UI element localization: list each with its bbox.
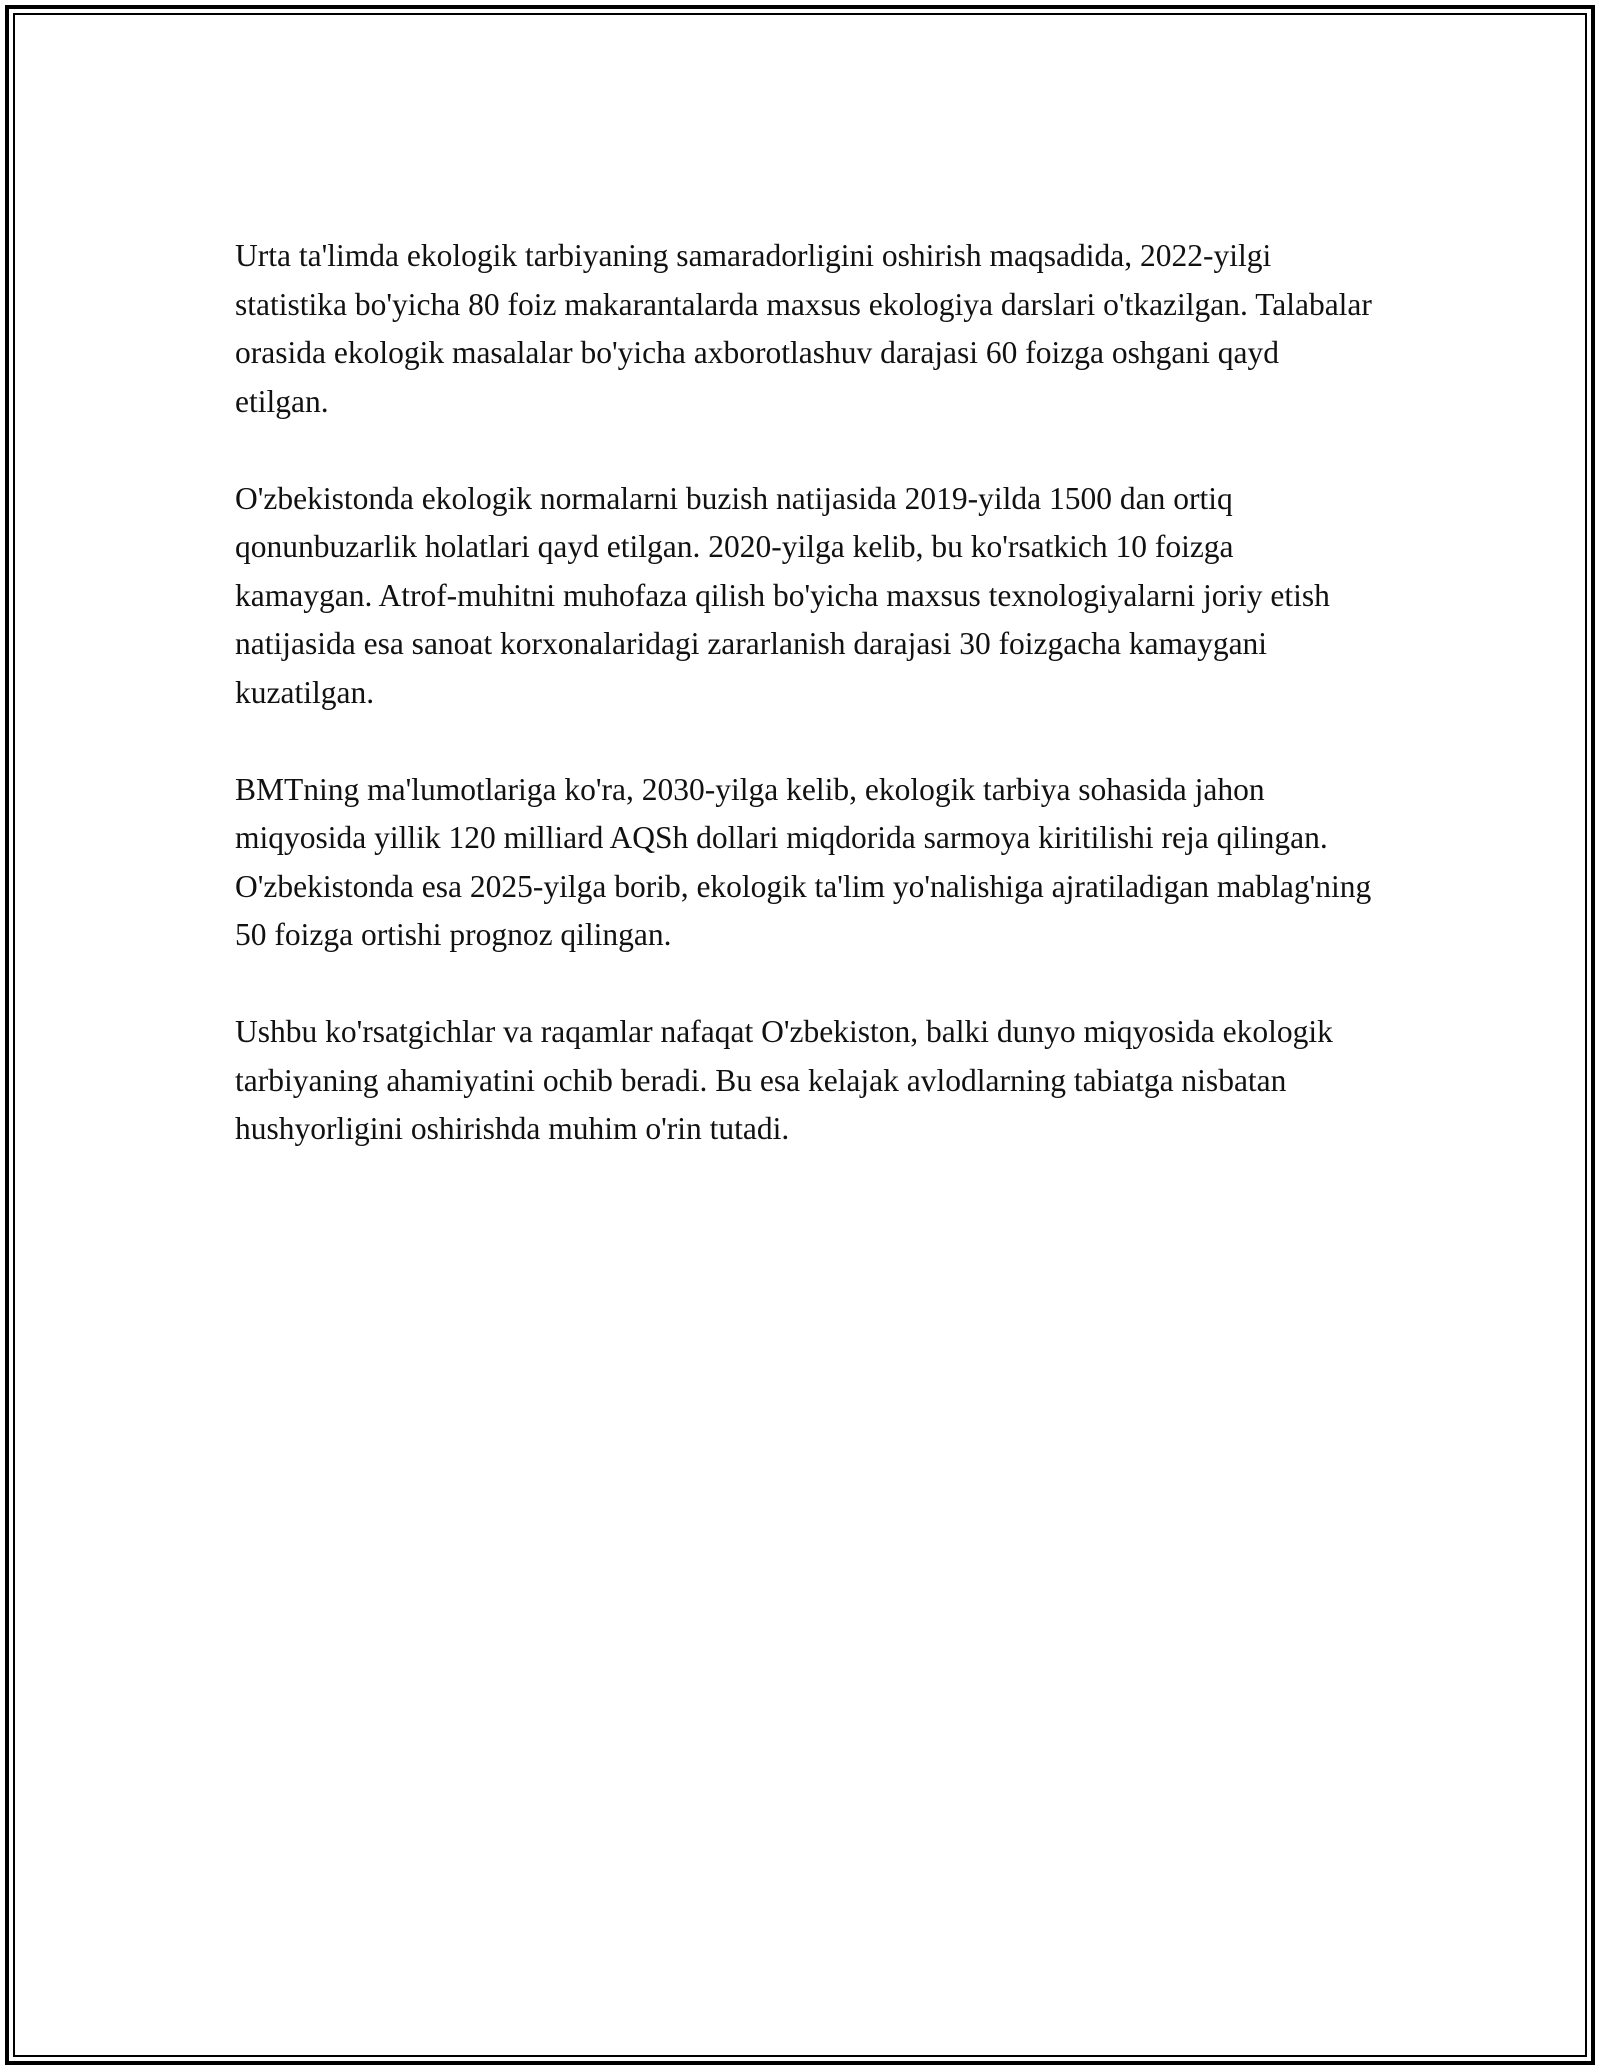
paragraph: Urta ta'limda ekologik tarbiyaning samaradorligini oshirish maqsadida, 2022-yilgi statistika bo'yicha 80 foiz makarantalarda maxsus ekologiya darslari o'tkazilgan. Talabalar orasida ekologik masalalar bo'yicha axborotlashuv darajasi 60 foizga oshgani qayd etilgan.: [235, 238, 1372, 419]
paragraph: BMTning ma'lumotlariga ko'ra, 2030-yilga kelib, ekologik tarbiya sohasida jahon miqyosida yillik 120 milliard AQSh dollari miqdorida sarmoya kiritilishi reja qilingan. O'zbekistonda esa 2025-yilga borib, ekologik ta'lim yo'nalishiga ajratiladigan mablag'ning 50 foizga ortishi prognoz qilingan.: [235, 771, 1372, 952]
paragraph: O'zbekistonda ekologik normalarni buzish natijasida 2019-yilda 1500 dan ortiq qonunbuzarlik holatlari qayd etilgan. 2020-yilga kelib, bu ko'rsatkich 10 foizga kamaygan. Atrof-muhitni muhofaza qilish bo'yicha maxsus texnologiyalarni joriy etish natijasida esa sanoat korxonalaridagi zararlanish darajasi 30 foizgacha kamaygani kuzatilgan.: [235, 480, 1330, 710]
paragraph: Ushbu ko'rsatgichlar va raqamlar nafaqat O'zbekiston, balki dunyo miqyosida ekologik tarbiyaning ahamiyatini ochib beradi. Bu esa kelajak avlodlarning tabiatga nisbatan hushyorligini oshirishda muhim o'rin tutadi.: [235, 1014, 1333, 1146]
document-body: [235, 232, 1375, 1202]
